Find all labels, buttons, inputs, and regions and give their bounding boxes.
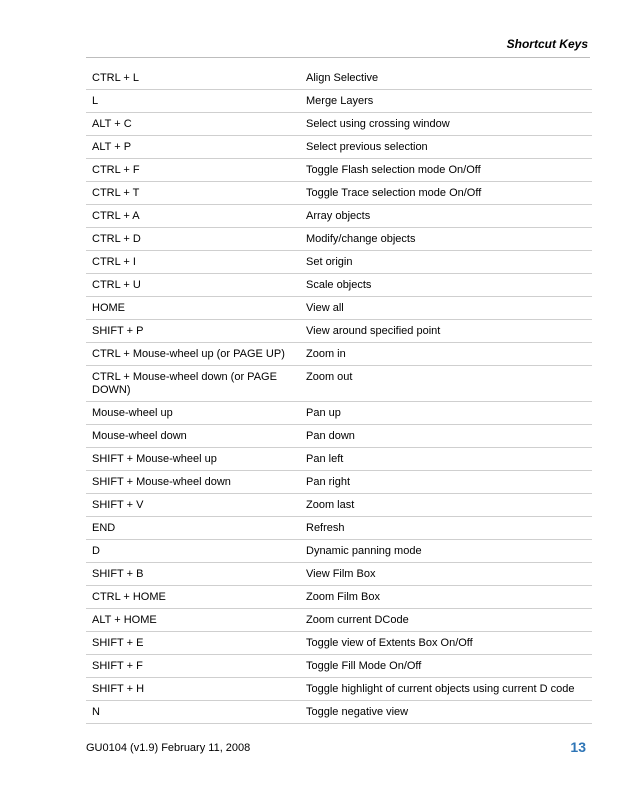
shortcut-action: Select using crossing window [306,118,450,130]
page-header-title: Shortcut Keys [506,37,588,51]
shortcut-key: Mouse-wheel down [92,430,187,442]
table-row [86,343,592,366]
shortcut-action: View around specified point [306,325,441,337]
table-row [86,701,592,724]
table-row [86,274,592,297]
header-divider [86,57,590,58]
shortcut-key: SHIFT + P [92,325,144,337]
table-row [86,67,592,90]
shortcut-action: Toggle highlight of current objects using current D code [306,683,575,695]
shortcut-key: SHIFT + E [92,637,144,649]
shortcut-key: ALT + C [92,118,132,130]
shortcut-action: Merge Layers [306,95,374,107]
table-row [86,632,592,655]
table-row [86,655,592,678]
shortcut-key: Mouse-wheel up [92,407,173,419]
shortcut-key: SHIFT + B [92,568,144,580]
shortcut-key: CTRL + F [92,164,140,176]
shortcut-action: Select previous selection [306,141,428,153]
shortcut-action: Modify/change objects [306,233,416,245]
shortcut-key: CTRL + U [92,279,141,291]
table-row [86,251,592,274]
shortcut-key: SHIFT + F [92,660,143,672]
shortcut-key: HOME [92,302,125,314]
shortcut-action: Align Selective [306,72,379,84]
shortcut-key: CTRL + I [92,256,136,268]
shortcut-action: Toggle Fill Mode On/Off [306,660,422,672]
shortcut-table [86,67,592,724]
table-row [86,586,592,609]
shortcut-action: Dynamic panning mode [306,545,422,557]
table-row [86,366,592,402]
footer-doc-info: GU0104 (v1.9) February 11, 2008 [86,742,251,754]
table-row [86,471,592,494]
shortcut-action: View all [306,302,344,314]
table-row [86,609,592,632]
table-row [86,448,592,471]
shortcut-action: Toggle view of Extents Box On/Off [306,637,473,649]
shortcut-action: Pan right [306,476,351,488]
shortcut-key: CTRL + A [92,210,140,222]
shortcut-key: SHIFT + H [92,683,145,695]
table-row [86,182,592,205]
shortcut-key: END [92,522,116,534]
shortcut-key: ALT + HOME [92,614,157,626]
shortcut-action: Zoom in [306,348,346,360]
table-row [86,113,592,136]
shortcut-action: Pan up [306,407,341,419]
shortcut-key: SHIFT + Mouse-wheel up [92,453,217,465]
shortcut-key: ALT + P [92,141,132,153]
shortcut-action: Toggle Trace selection mode On/Off [306,187,482,199]
shortcut-action: Toggle Flash selection mode On/Off [306,164,481,176]
shortcut-action: Refresh [306,522,345,534]
shortcut-key: N [92,706,100,718]
table-row [86,297,592,320]
page-number: 13 [570,739,586,755]
shortcut-action: Zoom last [306,499,355,511]
shortcut-action: Toggle negative view [306,706,409,718]
shortcut-key: CTRL + L [92,72,139,84]
shortcut-key: CTRL + HOME [92,591,166,603]
shortcut-action: Pan down [306,430,355,442]
table-row [86,678,592,701]
table-row [86,205,592,228]
shortcut-key: CTRL + Mouse-wheel up (or PAGE UP) [92,348,285,360]
shortcut-action: Zoom Film Box [306,591,380,603]
shortcut-action: Zoom current DCode [306,614,409,626]
shortcut-action: Scale objects [306,279,372,291]
table-row [86,159,592,182]
table-row [86,425,592,448]
shortcut-key: SHIFT + V [92,499,144,511]
table-row [86,563,592,586]
shortcut-key: SHIFT + Mouse-wheel down [92,476,231,488]
table-row [86,320,592,343]
shortcut-action: Set origin [306,256,353,268]
table-row [86,90,592,113]
shortcut-action: Array objects [306,210,371,222]
table-row [86,402,592,425]
table-row [86,494,592,517]
shortcut-key: CTRL + T [92,187,140,199]
shortcut-key: D [92,545,100,557]
shortcut-action: Zoom out [306,371,353,383]
table-row [86,517,592,540]
shortcut-key: CTRL + Mouse-wheel down (or PAGE DOWN) [92,371,277,396]
table-row [86,136,592,159]
shortcut-key: CTRL + D [92,233,141,245]
shortcut-action: View Film Box [306,568,376,580]
shortcut-key: L [92,95,99,107]
shortcut-action: Pan left [306,453,344,465]
table-row [86,228,592,251]
table-row [86,540,592,563]
